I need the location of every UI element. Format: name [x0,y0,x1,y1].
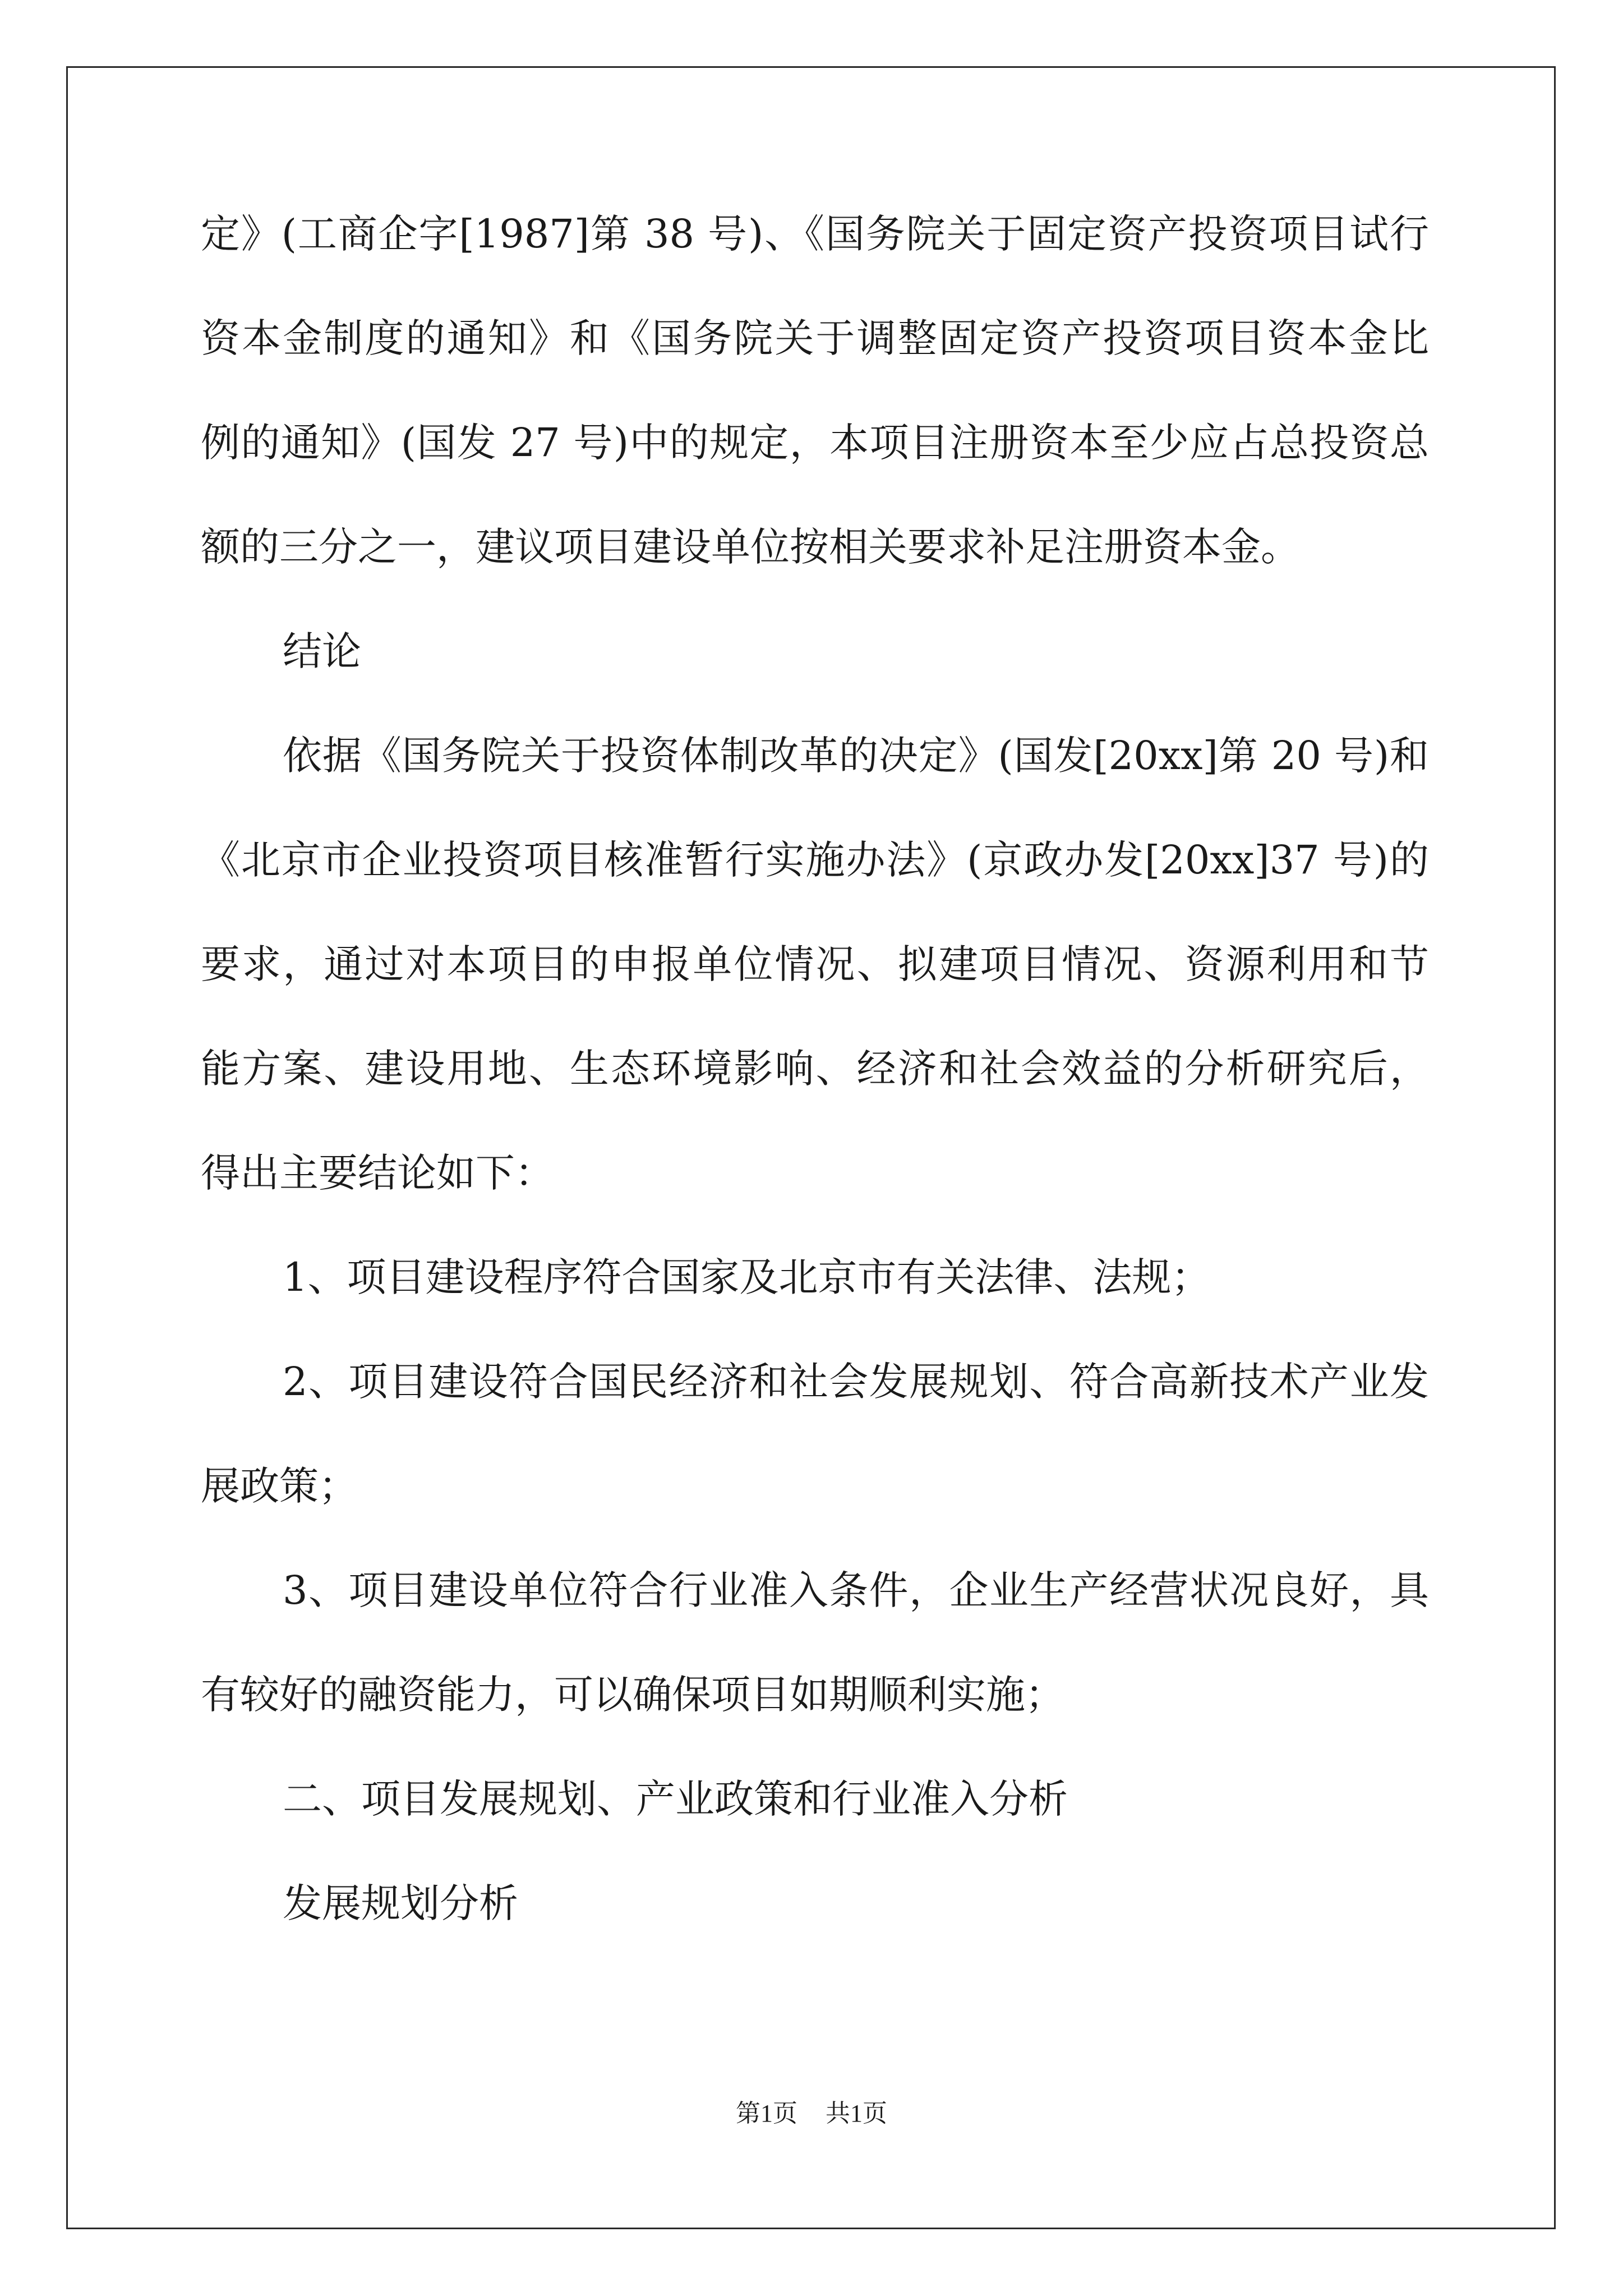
section-heading: 结论 [283,628,361,674]
section-heading: 二、项目发展规划、产业政策和行业准入分析 [283,1776,1068,1822]
list-item: 2、项目建设符合国民经济和社会发展规划、符合高新技术产业发 [283,1359,1429,1405]
list-item: 1、项目建设程序符合国家及北京市有关法律、法规； [283,1254,1211,1300]
text-line: 依据《国务院关于投资体制改革的决定》(国发[20xx]第 20 号)和 [283,733,1429,779]
section-heading: 发展规划分析 [283,1880,518,1926]
text-line: 能方案、建设用地、生态环境影响、经济和社会效益的分析研究后， [201,1046,1429,1092]
text-line: 得出主要结论如下： [201,1150,554,1196]
list-item: 3、项目建设单位符合行业准入条件，企业生产经营状况良好，具 [283,1567,1429,1613]
text-line: 要求，通过对本项目的申报单位情况、拟建项目情况、资源利用和节 [201,941,1429,987]
text-line: 额的三分之一，建议项目建设单位按相关要求补足注册资本金。 [201,524,1300,570]
page-footer [0,2097,1623,2131]
text-line: 资本金制度的通知》和《国务院关于调整固定资产投资项目资本金比 [201,315,1429,361]
page-total: 共1页 [826,2100,887,2127]
text-line: 有较好的融资能力，可以确保项目如期顺利实施； [201,1672,1064,1718]
text-line: 定》(工商企字[1987]第 38 号)、《国务院关于固定资产投资项目试行 [201,211,1429,257]
text-line: 展政策； [201,1463,358,1509]
text-line: 例的通知》(国发 27 号)中的规定，本项目注册资本至少应占总投资总 [201,420,1429,466]
text-line: 《北京市企业投资项目核准暂行实施办法》(京政办发[20xx]37 号)的 [201,837,1429,883]
page-number: 第1页 [736,2100,797,2127]
